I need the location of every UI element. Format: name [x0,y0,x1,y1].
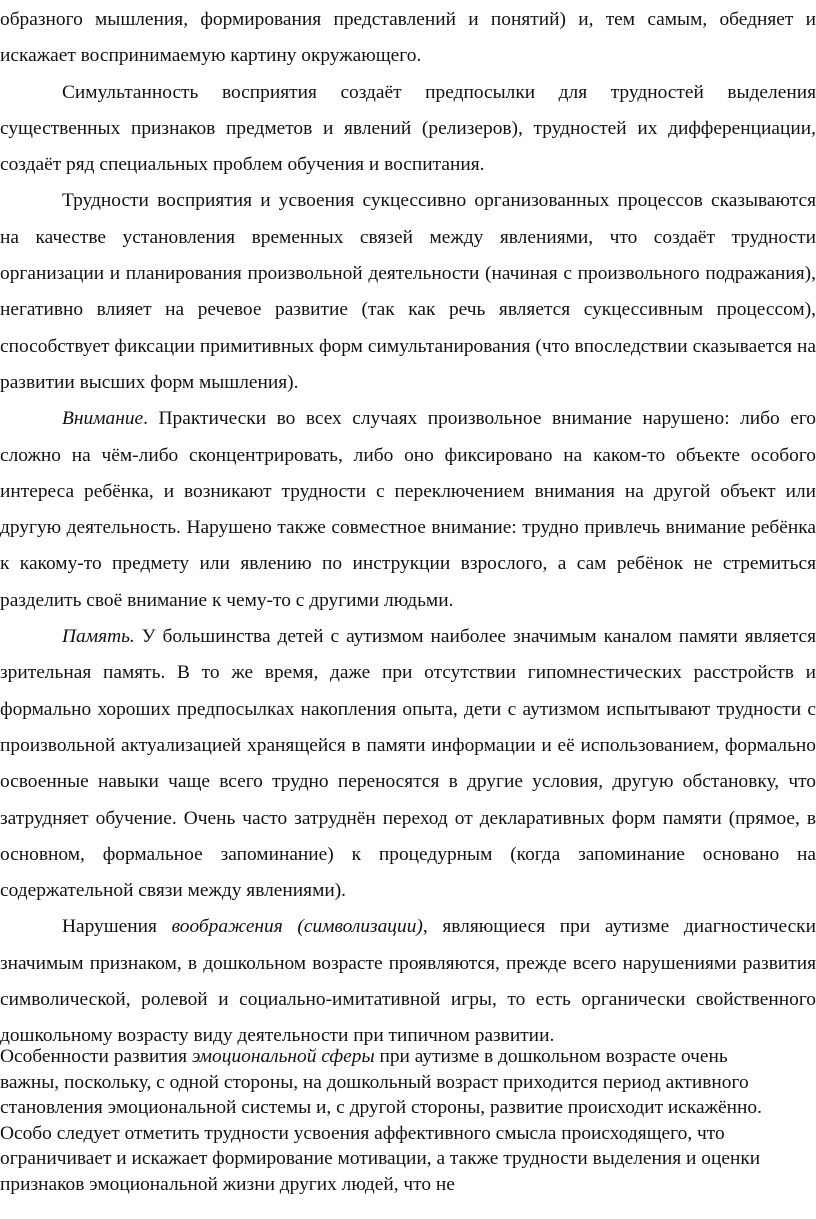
paragraph-successive [0,183,816,401]
paragraph-emotional-sphere [0,1044,790,1198]
text-run: , являющиеся при аутизме диагностически значимым признаком, в дошкольном возрасте проявляются, прежде всего нарушениями развития символической, ролевой и социально-имитативной игры, то есть органически свойственного дошкольному возрасту виду деятельности при типичном развитии. [0,916,816,1047]
text-run: . Практически во всех случаях произвольное внимание нарушено: либо его сложно на чём-либо сконцентрировать, либо оно фиксировано на каком-то объекте особого интереса ребёнка, и возникают трудности с переключением внимания на другой объект или другую деятельность. Нарушено также совместное внимание: трудно привлечь внимание ребёнка к какому-то предмету или явлению по инструкции взрослого, а сам ребёнок не стремиться разделить своё внимание к чему-то с другими людьми. [0,408,816,611]
term-emotional-sphere: эмоциональной сферы [191,1046,375,1067]
paragraph-imagination [0,909,816,1054]
term-attention: Внимание [62,408,144,430]
paragraph-continuation [0,2,816,75]
double-spaced-body [0,2,816,1055]
text-run: образного мышления, формирования представлений и понятий) и, тем самым, обедняет и искажает воспринимаемую картину окружающего. [0,9,816,67]
text-run: Симультанность восприятия создаёт предпосылки для трудностей выделения существенных признаков предметов и явлений (релизеров), трудностей их дифференциации, создаёт ряд специальных проблем обучения и воспитания. [0,81,816,176]
paragraph-attention [0,401,816,619]
term-memory: Память. [62,626,135,648]
text-run: Нарушения [62,916,172,938]
text-run: У большинства детей с аутизмом наиболее значимым каналом памяти является зрительная память. В то же время, даже при отсутствии гипомнестических расстройств и формально хороших предпосылках накопления опыта, дети с аутизмом испытывают трудности с произвольной актуализацией хранящейся в памяти информации и её использованием, формально освоенные навыки чаще всего трудно переносятся в другие условия, другую обстановку, что затрудняет обучение. Очень часто затруднён переход от декларативных форм памяти (прямое, в основном, формальное запоминание) к процедурным (когда запоминание основано на содержательной связи между явлениями). [0,626,816,902]
paragraph-memory [0,619,816,909]
paragraph-simultaneity [0,75,816,184]
text-run: Особенности развития [0,1046,192,1067]
text-run: при аутизме в дошкольном возрасте очень важны, поскольку, с одной стороны, на дошкольный возраст приходится период активного становления эмоциональной системы и, с другой стороны, развитие происходит искажённо. Особо следует отметить трудности усвоения аффективного смысла происходящего, что ограничивает и искажает формирование мотивации, а также трудности выделения и оценки признаков эмоциональной жизни других людей, что не [0,1046,762,1195]
text-run: Трудности восприятия и усвоения сукцессивно организованных процессов сказываются на качестве установления временных связей между явлениями, что создаёт трудности организации и планирования произвольной деятельности (начиная с произвольного подражания), негативно влияет на речевое развитие (так как речь является сукцессивным процессом), способствует фиксации примитивных форм симультанирования (что впоследствии сказывается на развитии высших форм мышления). [0,190,816,393]
term-imagination: воображения (символизации) [171,916,423,938]
